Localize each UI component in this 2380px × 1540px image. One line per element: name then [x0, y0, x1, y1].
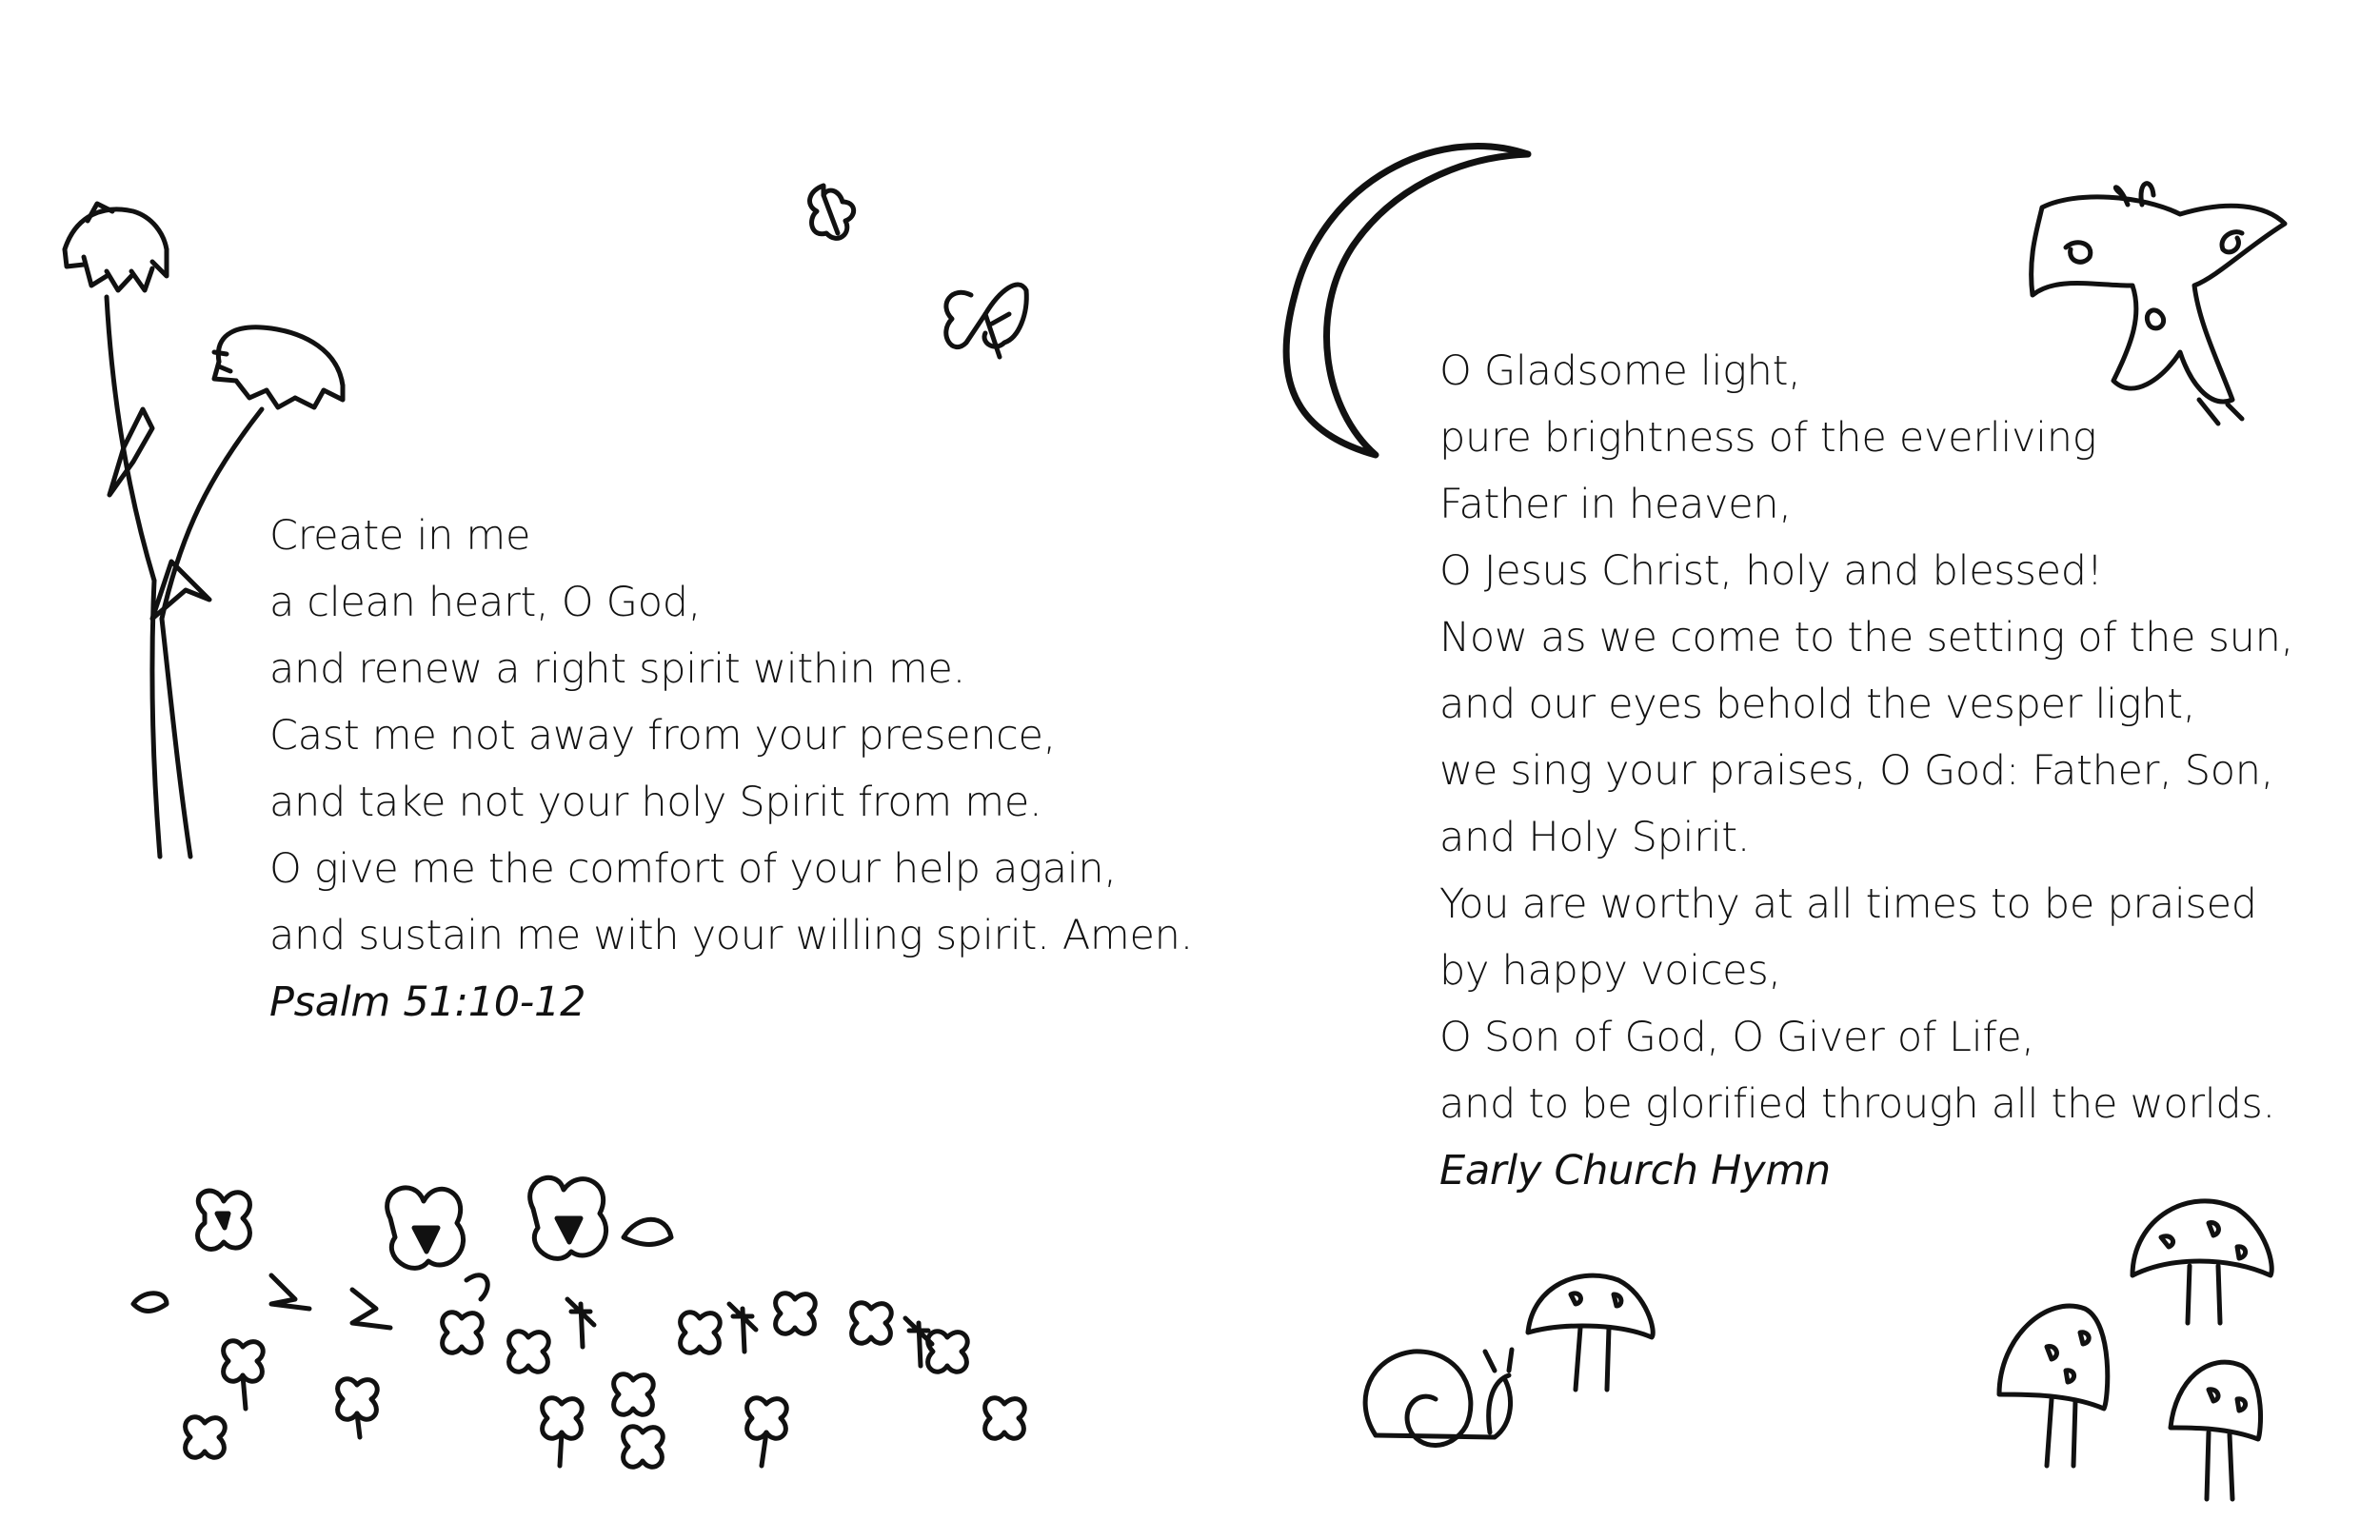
poem-line: Father in heaven, [1439, 481, 1792, 528]
poem-line: pure brightness of the everliving [1439, 414, 2097, 462]
poem-line: and our eyes behold the vesper light, [1439, 681, 2196, 728]
poem-line: a clean heart, O God, [269, 579, 702, 626]
poem-line: Cast me not away from your presence, [269, 712, 1057, 760]
poem-line: O give me the comfort of your help again, [269, 845, 1117, 893]
butterfly-icon [810, 186, 1027, 357]
poem-line: O Jesus Christ, holy and blessed! [1439, 547, 2103, 595]
poem-line: and renew a right spirit within me. [269, 645, 965, 693]
poem-line: Now as we come to the setting of the sun, [1439, 614, 2293, 661]
poem-line: and take not your holy Spirit from me. [269, 779, 1042, 826]
poem-line: we sing your praises, O God: Father, Son, [1439, 747, 2274, 795]
snail-icon [1365, 1350, 1512, 1446]
poem-line: by happy voices, [1439, 947, 1781, 995]
hymn-citation: Early Church Hymn [1439, 1147, 1831, 1194]
poem-line: Create in me [269, 512, 531, 560]
hymn-text [1439, 338, 2293, 1204]
poem-line: O Son of God, O Giver of Life, [1439, 1014, 2034, 1061]
poem-line: and sustain me with your willing spirit. Amen. [269, 912, 1193, 959]
poem-line: O Gladsome light, [1439, 347, 1801, 395]
pansy-clover-icon [133, 1177, 1024, 1467]
poem-line: and Holy Spirit. [1439, 814, 1751, 861]
mushroom-icon [1528, 1201, 2271, 1499]
poem-line: and to be glorified through all the worlds. [1439, 1080, 2275, 1128]
psalm-prayer [269, 503, 1193, 1036]
poem-line: You are worthy at all times to be praised [1439, 880, 2257, 928]
psalm-citation: Psalm 51:10-12 [269, 978, 586, 1026]
